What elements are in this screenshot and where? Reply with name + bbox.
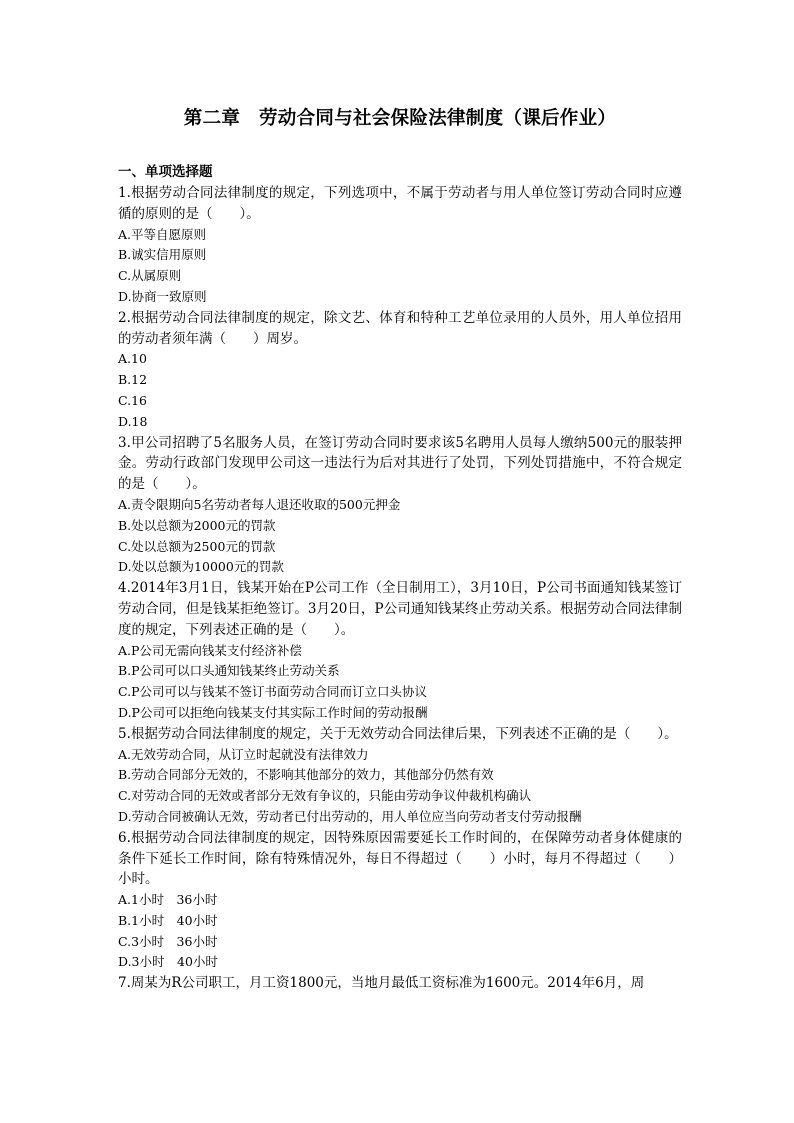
option-b: B.诚实信用原则: [118, 247, 207, 263]
document-title: 第二章 劳动合同与社会保险法律制度（课后作业）: [183, 108, 617, 129]
question-stem: 7.周某为R公司职工，月工资1800元，当地月最低工资标准为1600元。2014年6月，周: [118, 975, 645, 992]
option-b: B.处以总额为2000元的罚款: [118, 517, 276, 533]
option-d: D.处以总额为10000元的罚款: [118, 559, 284, 575]
question-2: [118, 308, 682, 433]
question-1: [118, 183, 682, 308]
option-c: C.P公司可以与钱某不签订书面劳动合同而订立口头协议: [118, 684, 428, 700]
option-d: D.P公司可以拒绝向钱某支付其实际工作时间的劳动报酬: [118, 704, 428, 720]
option-c: C.16: [118, 392, 147, 408]
option-d: D.18: [118, 413, 148, 429]
option-a: A.无效劳动合同，从订立时起就没有法律效力: [118, 746, 369, 762]
option-c: C.对劳动合同的无效或者部分无效有争议的，只能由劳动争议仲裁机构确认: [118, 788, 532, 804]
question-6: [118, 828, 682, 974]
option-c: C.处以总额为2500元的罚款: [118, 538, 276, 554]
option-a: A.平等自愿原则: [118, 226, 207, 242]
question-stem: 5.根据劳动合同法律制度的规定，关于无效劳动合同法律后果，下列表述不正确的是（ ）。: [118, 725, 678, 742]
question-7: [118, 973, 682, 994]
option-b: B.1小时 40小时: [118, 912, 218, 928]
option-c: C.3小时 36小时: [118, 933, 218, 949]
option-c: C.从属原则: [118, 268, 182, 284]
option-b: B.劳动合同部分无效的，不影响其他部分的效力，其他部分仍然有效: [118, 767, 494, 783]
option-a: A.P公司无需向钱某支付经济补偿: [118, 642, 302, 658]
document-page: [118, 0, 682, 994]
option-b: B.12: [118, 372, 148, 388]
section-heading: 一、单项选择题: [118, 164, 213, 180]
option-d: D.劳动合同被确认无效，劳动者已付出劳动的，用人单位应当向劳动者支付劳动报酬: [118, 808, 582, 824]
option-a: A.责令限期向5名劳动者每人退还收取的500元押金: [118, 496, 401, 512]
question-3: [118, 433, 682, 579]
option-b: B.P公司可以口头通知钱某终止劳动关系: [118, 663, 340, 679]
question-stem: 3.甲公司招聘了5名服务人员，在签订劳动合同时要求该5名聘用人员每人缴纳500元的服装押金。劳动行政部门发现甲公司这一违法行为后对其进行了处罚，下列处罚措施中，不符合规定的是（ ）。: [118, 434, 682, 493]
question-stem: 1.根据劳动合同法律制度的规定，下列选项中，不属于劳动者与用人单位签订劳动合同时应遵循的原则的是（ ）。: [118, 185, 682, 222]
question-stem: 6.根据劳动合同法律制度的规定，因特殊原因需要延长工作时间的，在保障劳动者身体健康的条件下延长工作时间，除有特殊情况外，每日不得超过（ ）小时，每月不得超过（ ）小时。: [118, 829, 682, 888]
option-a: A.10: [118, 351, 147, 367]
question-stem: 4.2014年3月1日，钱某开始在P公司工作（全日制用工），3月10日，P公司书面通知钱某签订劳动合同，但是钱某拒绝签订。3月20日，P公司通知钱某终止劳动关系。根据劳动合同法律制度的规定，下列表述正确的是（ ）。: [118, 580, 682, 638]
question-5: [118, 724, 682, 828]
option-d: D.3小时 40小时: [118, 954, 218, 970]
option-a: A.1小时 36小时: [118, 892, 218, 908]
question-stem: 2.根据劳动合同法律制度的规定，除文艺、体育和特种工艺单位录用的人员外，用人单位招用的劳动者须年满（ ）周岁。: [118, 309, 682, 347]
question-4: [118, 578, 682, 724]
option-d: D.协商一致原则: [118, 288, 207, 304]
